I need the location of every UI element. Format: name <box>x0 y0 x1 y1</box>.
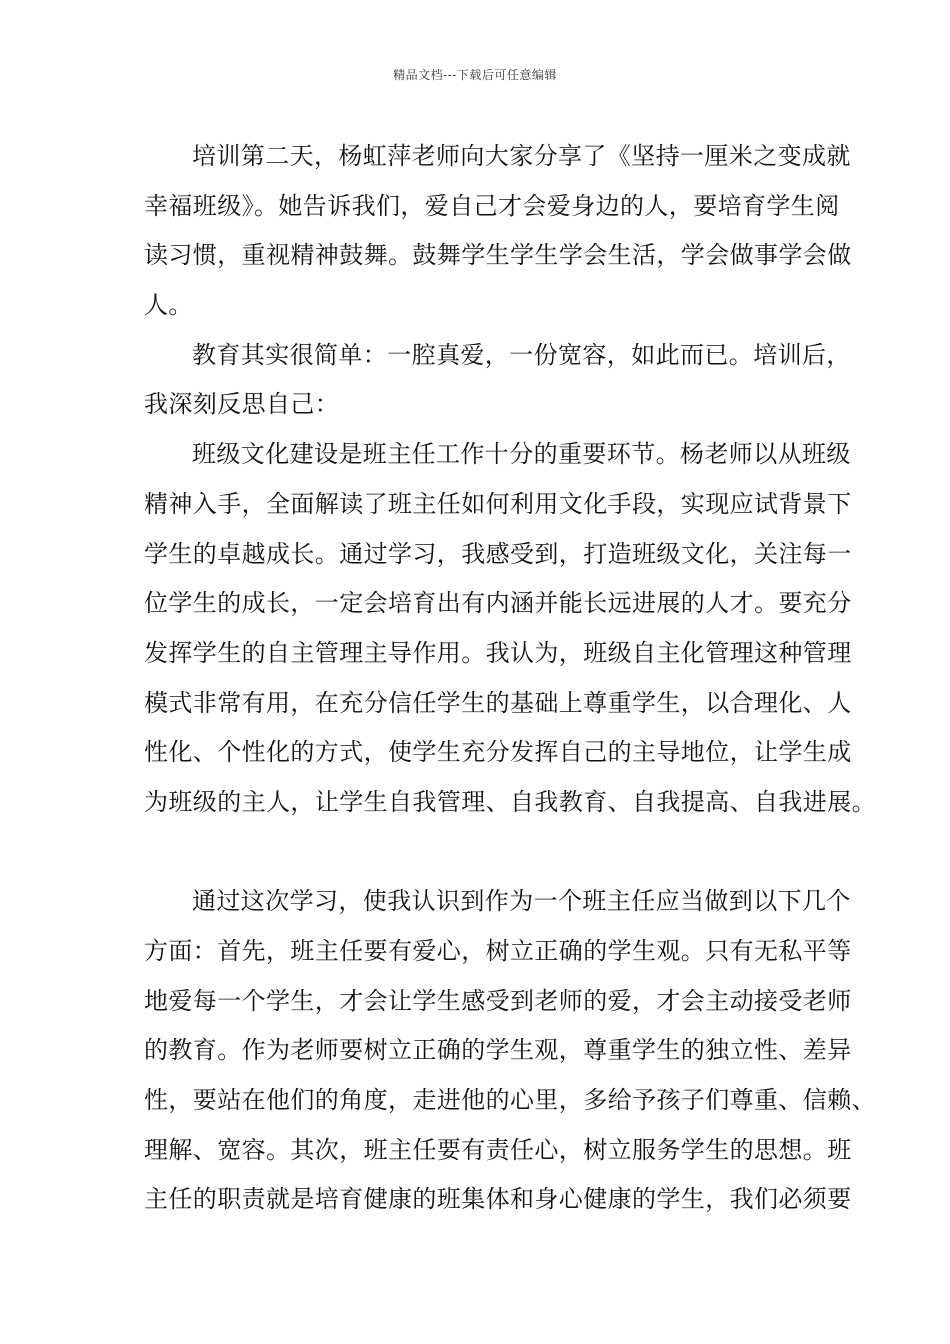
paragraph-training-day-two <box>144 132 852 331</box>
text-line: 主任的职责就是培育健康的班集体和身心健康的学生，我们必须要 <box>144 1185 852 1214</box>
text-line: 位学生的成长，一定会培育出有内涵并能长远进展的人才。要充分 <box>144 589 852 618</box>
text-line: 性化、个性化的方式，使学生充分发挥自己的主导地位，让学生成 <box>144 738 852 767</box>
text-line: 学生的卓越成长。通过学习，我感受到，打造班级文化，关注每一 <box>144 539 852 568</box>
paragraph-head-teacher-duties <box>144 877 876 1225</box>
text-line: 通过这次学习，使我认识到作为一个班主任应当做到以下几个 <box>192 887 851 916</box>
text-line: 理解、宽容。其次，班主任要有责任心，树立服务学生的思想。班 <box>144 1135 852 1164</box>
paragraph-education-simple <box>144 331 851 430</box>
text-line: 发挥学生的自主管理主导作用。我认为，班级自主化管理这种管理 <box>144 638 852 667</box>
text-line: 方面：首先，班主任要有爱心，树立正确的学生观。只有无私平等 <box>144 937 852 965</box>
text-line: 班级文化建设是班主任工作十分的重要环节。杨老师以从班级 <box>192 440 851 469</box>
page-header: 精品文档---下载后可任意编辑 <box>393 68 557 82</box>
text-line: 的教育。作为老师要树立正确的学生观，尊重学生的独立性、差异 <box>144 1036 852 1065</box>
document-body <box>144 132 876 1225</box>
text-line: 我深刻反思自己： <box>144 390 340 419</box>
text-line: 教育其实很简单：一腔真爱，一份宽容，如此而已。培训后， <box>192 340 851 369</box>
text-line: 人。 <box>144 291 193 320</box>
text-line: 为班级的主人，让学生自我管理、自我教育、自我提高、自我进展。 <box>144 787 876 816</box>
text-line: 幸福班级》。她告诉我们，爱自己才会爱身边的人，要培育学生阅 <box>144 191 840 220</box>
paragraph-spacer <box>144 828 824 878</box>
text-line: 精神入手，全面解读了班主任如何利用文化手段，实现应试背景下 <box>144 489 852 518</box>
text-line: 读习惯，重视精神鼓舞。鼓舞学生学生学会生活，学会做事学会做 <box>144 241 852 270</box>
paragraph-class-culture <box>144 430 876 828</box>
text-line: 模式非常有用，在充分信任学生的基础上尊重学生，以合理化、人 <box>144 688 852 717</box>
text-line: 性，要站在他们的角度，走进他的心里，多给予孩子们尊重、信赖、 <box>144 1086 876 1115</box>
text-line: 培训第二天，杨虹萍老师向大家分享了《坚持一厘米之变成就 <box>192 142 851 170</box>
text-line: 地爱每一个学生，才会让学生感受到老师的爱，才会主动接受老师 <box>144 986 852 1015</box>
